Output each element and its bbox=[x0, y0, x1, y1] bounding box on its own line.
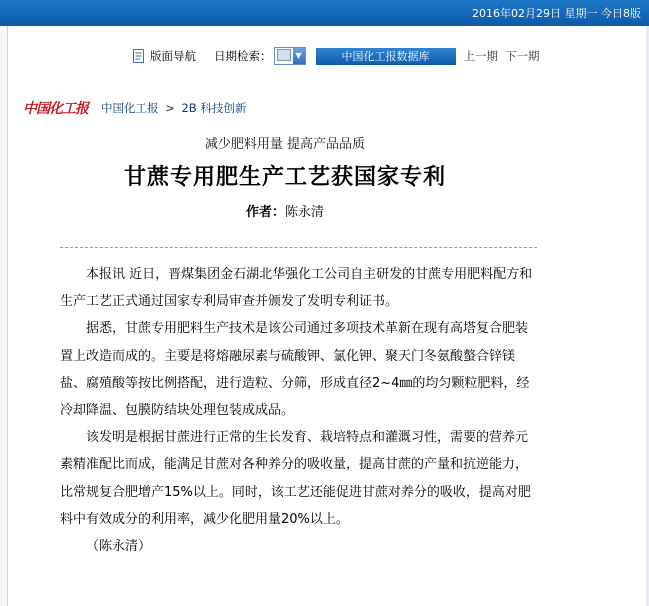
breadcrumb bbox=[101, 100, 246, 116]
database-button[interactable]: 中国化工报数据库 bbox=[316, 48, 456, 65]
article-body bbox=[60, 261, 540, 560]
date-search-label: 日期检索： bbox=[214, 49, 272, 63]
calendar-icon[interactable] bbox=[277, 49, 291, 61]
article-paragraph: 该发明是根据甘蔗进行正常的生长发育、栽培特点和灌溉习性，需要的营养元素精准配比而成，能满足甘蔗对各种养分的吸收量，提高甘蔗的产量和抗逆能力，比常规复合肥增产15%以上。同时，该工艺还能促进甘蔗对养分的吸收，提高对肥料中有效成分的利用率，减少化肥用量20%以上。 bbox=[60, 430, 531, 527]
navigation-bar bbox=[133, 45, 540, 67]
previous-issue-link[interactable]: 上一期 bbox=[463, 49, 498, 63]
article-author bbox=[0, 201, 570, 220]
article-paragraph: 本报讯 近日，晋煤集团金石湖北华强化工公司自主研发的甘蔗专用肥料配方和生产工艺正式通过国家专利局审查并颁发了发明专利证书。 bbox=[60, 267, 533, 310]
date-picker[interactable] bbox=[274, 47, 306, 65]
divider bbox=[60, 247, 537, 248]
breadcrumb-section-link[interactable]: 2B 科技创新 bbox=[181, 101, 247, 115]
article-byline: （陈永清） bbox=[86, 539, 152, 555]
article-title: 甘蔗专用肥生产工艺获国家专利 bbox=[123, 165, 446, 190]
next-issue-link[interactable]: 下一期 bbox=[505, 49, 540, 63]
top-header-bar bbox=[0, 0, 649, 26]
document-icon bbox=[133, 49, 145, 63]
chevron-down-icon[interactable]: ▼ bbox=[293, 48, 305, 64]
author-name: 陈永清 bbox=[285, 205, 325, 220]
breadcrumb-paper-link[interactable]: 中国化工报 bbox=[101, 101, 159, 115]
article-paragraph: 据悉，甘蔗专用肥料生产技术是该公司通过多项技术革新在现有高塔复合肥装置上改造而成的。主要是将熔融尿素与硫酸钾、氯化钾、聚天门冬氨酸螯合锌镁盐、腐殖酸等按比例搭配，进行造粒、分筛，形成直径2~4㎜的均匀颗粒肥料，经冷却降温、包膜防结块处理包装成成品。 bbox=[60, 321, 530, 419]
author-label: 作者： bbox=[245, 205, 285, 220]
article-subtitle: 减少肥料用量 提高产品品质 bbox=[204, 137, 366, 152]
layout-navigation-link[interactable]: 版面导航 bbox=[150, 49, 196, 63]
left-frame-border bbox=[0, 26, 8, 606]
issue-date: 2016年02月29日 星期一 今日8版 bbox=[472, 7, 641, 20]
newspaper-logo[interactable]: 中国化工报 bbox=[23, 101, 88, 117]
breadcrumb-separator: > bbox=[165, 101, 175, 115]
